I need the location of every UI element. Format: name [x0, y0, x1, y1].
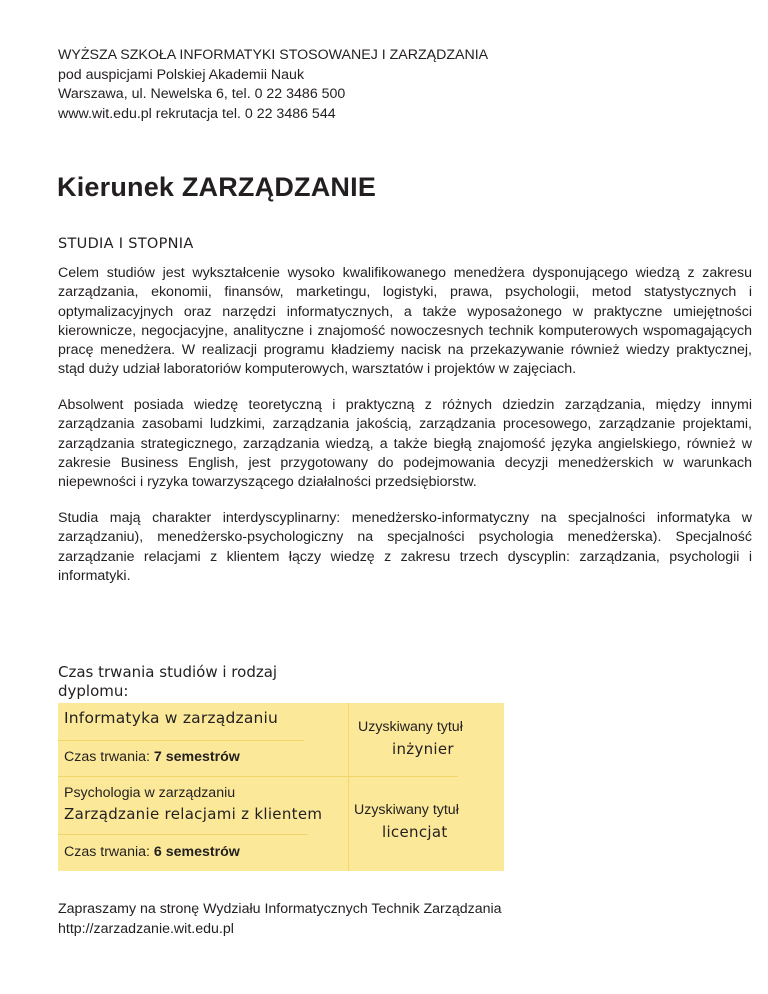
table-divider-vertical [348, 703, 349, 871]
degree-title-label: Uzyskiwany tytuł [358, 719, 463, 735]
institution-name: WYŻSZA SZKOŁA INFORMATYKI STOSOWANEJ I ZARZĄDZANIA [58, 47, 489, 63]
table-divider [58, 834, 308, 835]
specialization-crm: Zarządzanie relacjami z klientem [64, 805, 323, 823]
institution-affiliation: pod auspicjami Polskiej Akademii Nauk [58, 66, 305, 83]
duration-value: 6 semestrów [153, 844, 240, 860]
duration-value: 7 semestrów [153, 749, 240, 765]
specialization-it: Informatyka w zarządzaniu [64, 709, 279, 727]
table-divider [58, 776, 458, 777]
page-title: Kierunek ZARZĄDZANIE [57, 172, 377, 202]
paragraph-character-text: Studia mają charakter interdyscyplinarny: menedżersko-informatyczny na specjalności informatyka w zarządzaniu), menedżersko-psychologiczny na specjalności psychologia menedżerska). Specjalność zarządzanie relacjami z klientem łączy wiedzę z zakresu trzech dyscyplin: zarządzania, psychologii i informatyki. [58, 510, 752, 584]
institution-address: Warszawa, ul. Newelska 6, tel. 0 22 3486 500 [58, 86, 346, 102]
duration-section-label: Czas trwania studiów i rodzaj dyplomu: [58, 663, 278, 700]
degree-table [58, 703, 504, 871]
footer-invitation: Zapraszamy na stronę Wydziału Informatycznych Technik Zarządzania [58, 901, 502, 917]
degree-title-engineer: inżynier [392, 740, 454, 758]
institution-header [58, 46, 488, 124]
paragraph-goals [58, 264, 752, 380]
duration-prefix: Czas trwania: [64, 844, 154, 860]
degree-title-licencjat: licencjat [382, 823, 448, 841]
institution-contact: www.wit.edu.pl rekrutacja tel. 0 22 3486 544 [58, 105, 336, 122]
footer [58, 899, 502, 939]
duration-engineer [64, 749, 240, 765]
paragraph-graduate [58, 396, 752, 492]
paragraph-graduate-text: Absolwent posiada wiedzę teoretyczną i praktyczną z różnych dziedzin zarządzania, między innymi zarządzania zasobami ludzkimi, zarządzania jakością, zarządzania procesowego, zarządzanie projektami, zarządzania strategicznego, zarządzania wiedzą, a także biegłą znajomość języka angielskiego, również w zakresie Business English, jest przygotowany do podejmowania decyzji menedżerskich w warunkach niepewności i ryzyka towarzyszącego działalności przedsiębiorstw. [58, 397, 752, 491]
table-divider [58, 740, 304, 741]
footer-url: http://zarzadzanie.wit.edu.pl [58, 921, 234, 937]
study-level-subtitle: STUDIA I STOPNIA [58, 236, 194, 252]
duration-licencjat [64, 844, 240, 860]
duration-prefix: Czas trwania: [64, 749, 154, 765]
paragraph-character [58, 509, 752, 586]
specialization-psychology: Psychologia w zarządzaniu [64, 785, 236, 801]
degree-title-label: Uzyskiwany tytuł [354, 802, 459, 818]
paragraph-goals-text: Celem studiów jest wykształcenie wysoko kwalifikowanego menedżera dysponującego wiedzą z zakresu zarządzania, ekonomii, finansów, marketingu, logistyki, prawa, psychologii, metod statystycznych i optymalizacyjnych oraz narzędzi informatycznych, a także wyposażonego w praktyczne umiejętności kierownicze, negocjacyjne, analityczne i znajomość nowoczesnych technik komputerowych wspomagających pracę menedżera. W realizacji programu kładziemy nacisk na przekazywanie również wiedzy praktycznej, stąd duży udział laboratoriów komputerowych, warsztatów i projektów w zajęciach. [58, 265, 752, 378]
